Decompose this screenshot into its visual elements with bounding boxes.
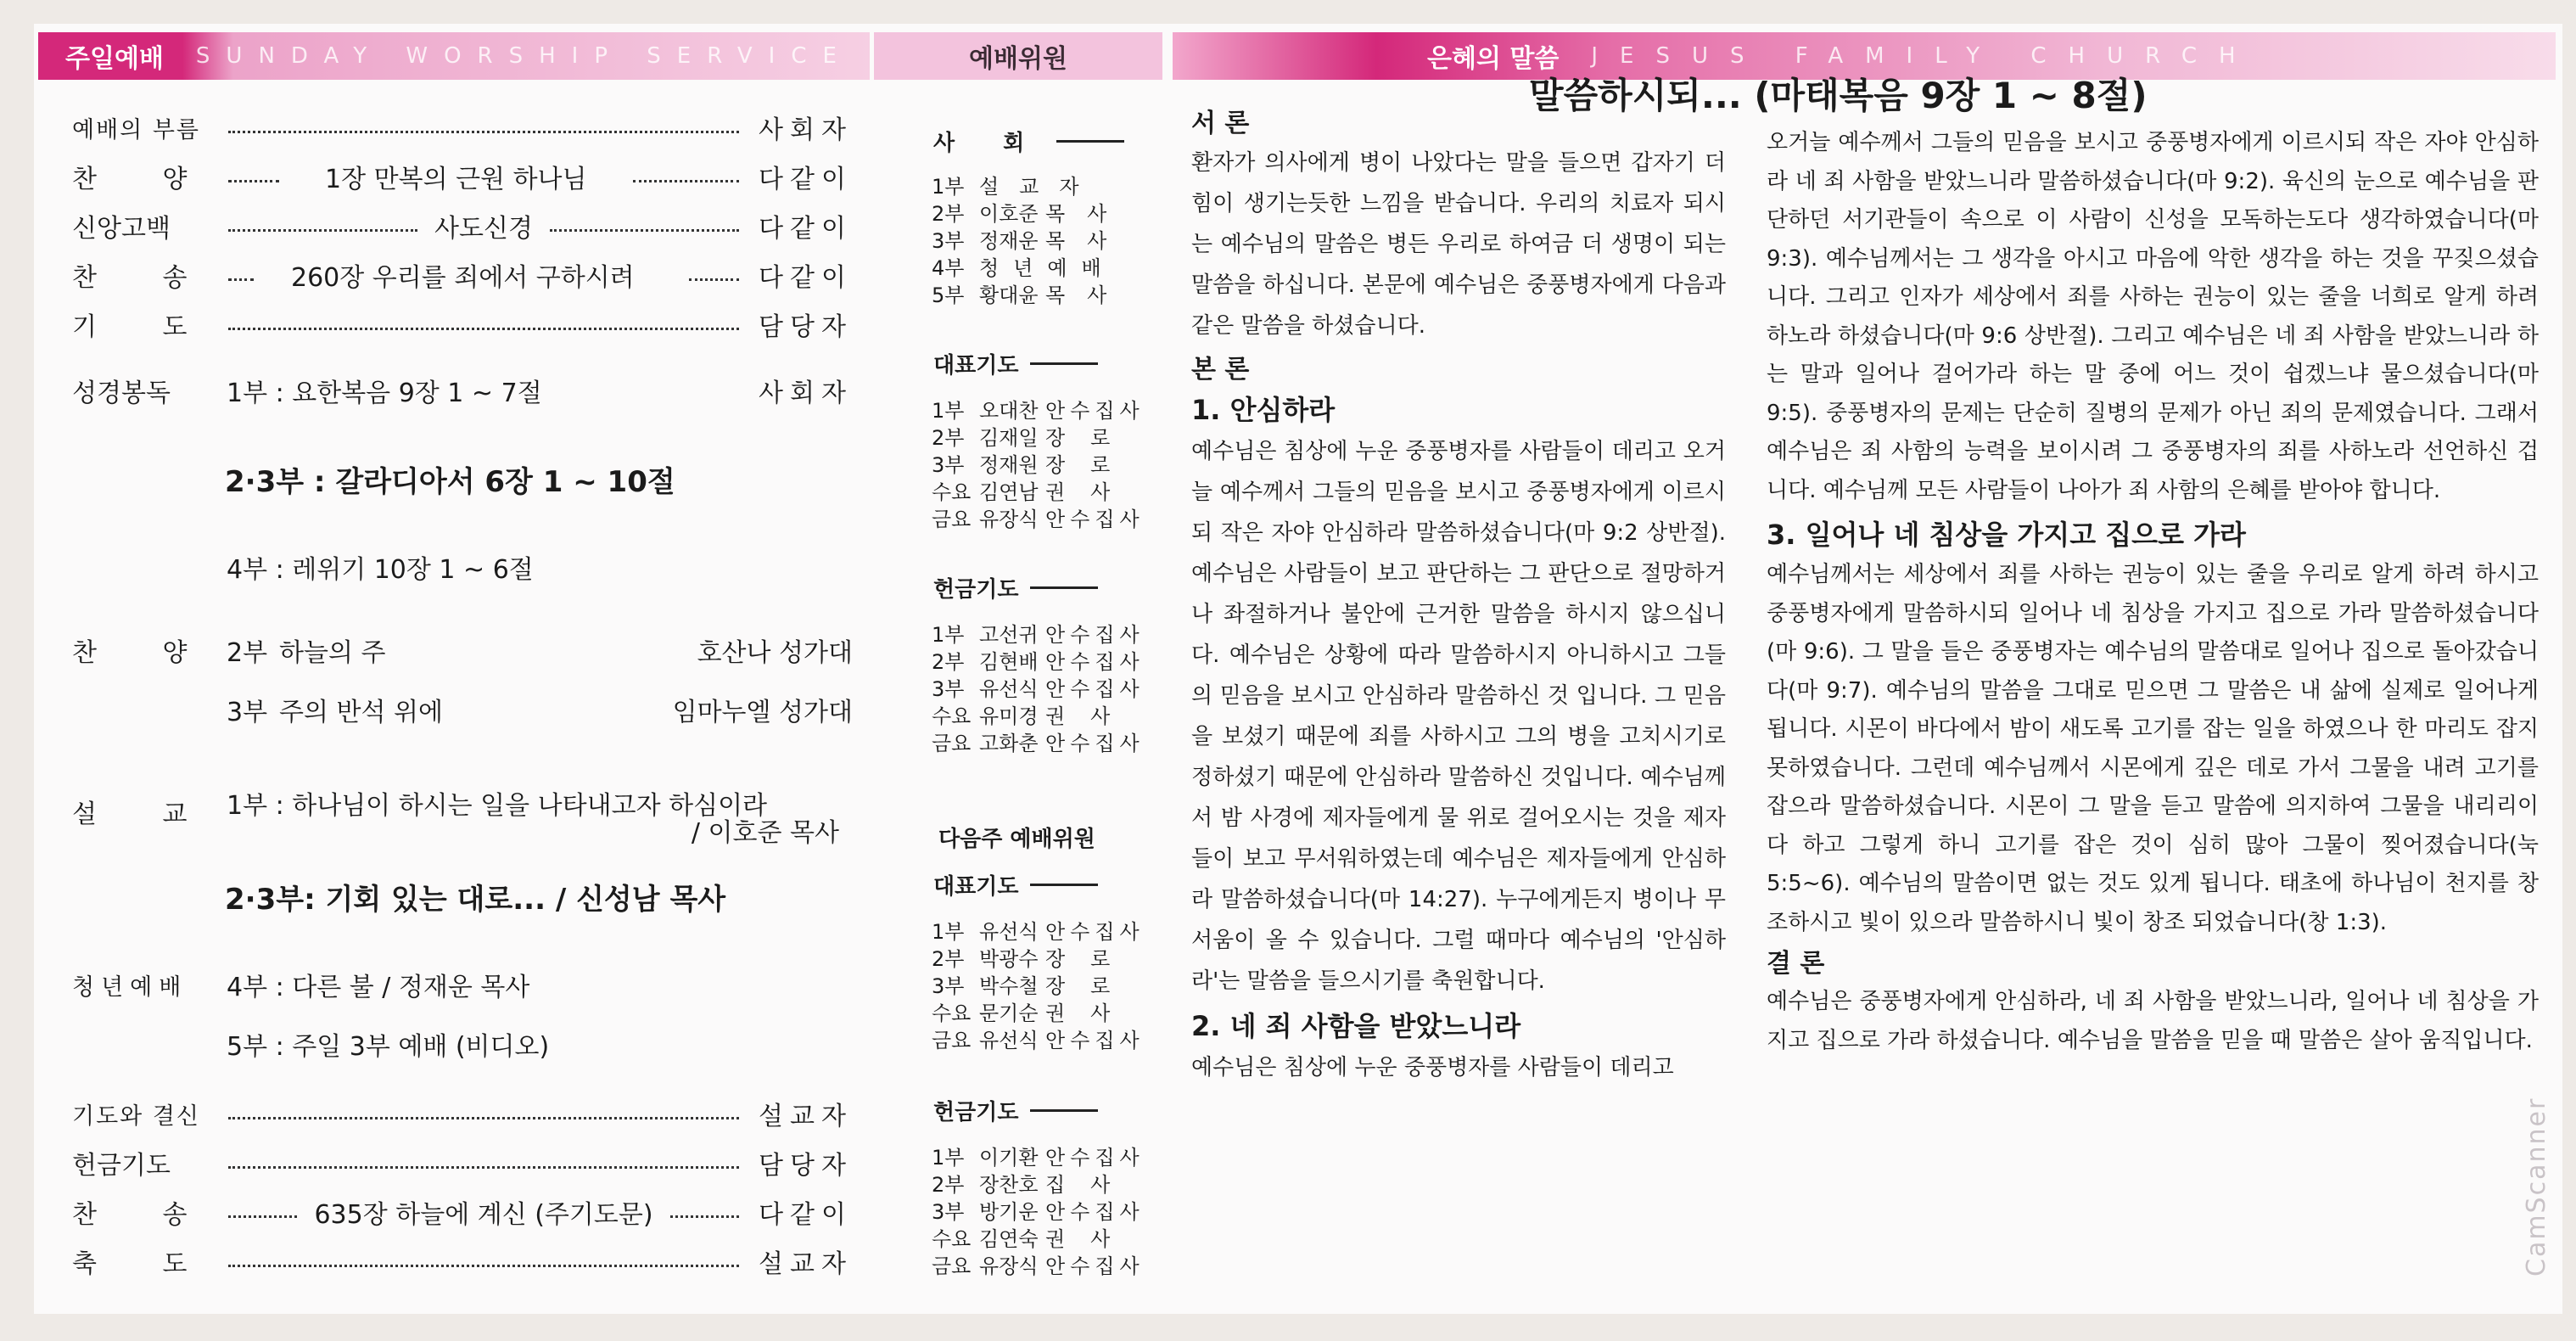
- dot-leader: [228, 180, 279, 182]
- dot-leader: [228, 1166, 739, 1169]
- sermon-column-right: [1767, 124, 2539, 1060]
- body-heading: 본 론: [1191, 355, 1250, 384]
- order-row-offering: [72, 1144, 853, 1181]
- next-offering-row: 2부 장찬호 집사: [932, 1173, 1136, 1197]
- heading-rule: [1030, 586, 1098, 589]
- sermon-section: [1173, 24, 2556, 1314]
- point1-text: 예수님은 침상에 누운 중풍병자를 사람들이 데리고 오거늘 예수께서 그들의 믿음을 보시고 중풍병자에게 이르시되 작은 자야 안심하라 말씀하셨습니다(마 9:2 상반절). 예수님은 사람들이 보고 판단하는 그 판단으로 절망하거나 좌절하거나 불안에 근거한 말씀을 하시지 않으십니다. 예수님은 상황에 따라 말씀하시지 아니하시고 그들의 믿음을 보시고 안심하라 말씀하신 것 입니다. 그 믿음을 보셨기 때문에 죄를 사하시고 그의 병을 고치시기로 정하셨기 때문에 안심하라 말씀하신 것입니다. 예수님께서 밤 사경에 제자들에게 물 위로 걸어오시는 것을 제자들이 보고 무서워하였는데 예수님은 제자들에게 안심하라 말씀하셨습니다(마 14:27). 누구에게든지 병이나 무서움이 올 수 있습니다. 그럴 때마다 예수님의 '안심하라'는 말씀을 들으시기를 축원합니다.: [1191, 439, 1726, 994]
- dot-leader: [228, 1265, 739, 1267]
- staff-offering-heading: 헌금기도: [933, 572, 1098, 603]
- scripture-part23: 2·3부 : 갈라디아서 6장 1 ~ 10절: [225, 465, 675, 499]
- next-rep-row: 수요 문기순 권사: [932, 1002, 1136, 1025]
- dot-leader: [228, 1215, 297, 1218]
- order-role: 사회자: [759, 115, 853, 145]
- dot-leader: [670, 1215, 739, 1218]
- dot-leader: [228, 131, 739, 133]
- order-role: 담당자: [759, 1151, 853, 1181]
- order-role: 다같이: [759, 165, 853, 194]
- order-role: 다같이: [759, 263, 853, 293]
- order-row-scripture: [72, 372, 853, 409]
- staff-offering-row: 수요 유미경 권사: [932, 704, 1136, 728]
- staff-host-row: 4부 청년예배: [932, 256, 1116, 280]
- intro-text: 환자가 의사에게 병이 나았다는 말을 들으면 갑자기 더 힘이 생기는듯한 느낌을 받습니다. 우리의 치료자 되시는 예수님의 말씀은 병든 우리로 하여금 더 생명이 되는 말씀을 하십니다. 본문에 예수님은 중풍병자에게 다음과 같은 말씀을 하셨습니다.: [1191, 150, 1726, 339]
- staff-host-row: 3부 정재운 목사: [932, 229, 1129, 253]
- order-label: 축 도: [72, 1249, 216, 1279]
- staff-host-row: 5부 황대윤 목사: [932, 283, 1129, 307]
- order-row-praise: [72, 631, 853, 669]
- dot-leader: [689, 278, 739, 281]
- point3-text: 예수님께서는 세상에서 죄를 사하는 권능이 있는 줄을 우리로 알게 하려 하시고 중풍병자에게 말씀하시되 일어나 네 침상을 가지고 집으로 가라 말씀하셨습니다(마 9:6). 그 말을 들은 중풍병자는 예수님의 말씀대로 일어나 집으로 돌아갔습니다(마 9:7). 예수님의 말씀을 그대로 믿으면 그 말씀은 내 삶에 실제로 일어나게 됩니다. 시몬이 바다에서 밤이 새도록 고기를 잡는 일을 하였으나 한 마리도 잡지 못하였습니다. 그런데 예수님께서 시몬에게 깊은 데로 가서 그물을 내려 고기를 잡으라 말씀하셨습니다. 시몬이 그 말을 듣고 말씀에 의지하여 그물을 내리리이다 하고 그렇게 하니 고기를 잡은 것이 심히 많아 그물이 찢어졌습니다(눅 5:5~6). 예수님의 말씀이면 없는 것도 있게 됩니다. 태초에 하나님이 천지를 창조하시고 빛이 있으라 말씀하시니 빛이 창조 되었습니다(창 1:3).: [1767, 562, 2540, 935]
- order-row-prayer2: [72, 1095, 853, 1132]
- order-label: 찬 송: [72, 263, 216, 293]
- sermon-part23: 2·3부: 기회 있는 대로... / 신성남 목사: [225, 883, 726, 917]
- staff-host-row: 2부 이호준 목사: [932, 202, 1129, 226]
- order-row-hymn2: [72, 256, 853, 294]
- next-rep-row: 1부 유선식 안수집사: [932, 920, 1145, 944]
- praise-title: 주의 반석 위에: [279, 698, 443, 727]
- praise-part: 3부: [227, 698, 268, 727]
- next-offering-row: 1부 이기환 안수집사: [932, 1146, 1145, 1170]
- order-role: 사회자: [759, 379, 853, 408]
- order-content: 1장 만복의 근원 하나님: [325, 165, 587, 194]
- heading-rule: [1030, 884, 1098, 886]
- bulletin-sheet: [34, 24, 2562, 1314]
- header-right-subtitle: JESUS FAMILY CHURCH: [1591, 43, 2258, 69]
- dot-leader: [550, 229, 739, 232]
- next-offering-row: 3부 방기운 안수집사: [932, 1200, 1145, 1224]
- sermon-title: 말씀하시되... (마태복음 9장 1 ~ 8절): [1529, 75, 2148, 116]
- staff-offering-row: 3부 유선식 안수집사: [932, 677, 1145, 701]
- order-label: 찬 양: [72, 165, 216, 194]
- staff-rep-heading: 대표기도: [933, 348, 1098, 379]
- order-row-creed: [72, 207, 853, 244]
- order-role: 담당자: [759, 312, 853, 342]
- next-rep-row: 3부 박수철 장로: [932, 974, 1136, 998]
- staff-offering-row: 금요 고화춘 안수집사: [932, 732, 1145, 755]
- staff-host-heading: 사 회: [933, 126, 1124, 157]
- staff-rep-row: 3부 정재원 장로: [932, 453, 1136, 477]
- next-rep-row: 2부 박광수 장로: [932, 947, 1136, 971]
- sermon-part1: 1부 : 하나님이 하시는 일을 나타내고자 하심이라: [227, 791, 768, 821]
- order-content: 635장 하늘에 계신 (주기도문): [314, 1200, 653, 1230]
- order-role: 다같이: [759, 214, 854, 244]
- worship-staff: [874, 24, 1162, 1314]
- intro-heading: 서 론: [1191, 109, 1250, 138]
- dot-leader: [633, 180, 739, 182]
- order-label: 찬 양: [72, 638, 216, 668]
- header-left-subtitle: SUNDAY WORSHIP SERVICE: [195, 43, 853, 69]
- youth-part5: 5부 : 주일 3부 예배 (비디오): [227, 1032, 550, 1062]
- praise-choir: 호산나 성가대: [697, 638, 853, 668]
- staff-host-row: 1부 설교자: [932, 175, 1100, 199]
- praise-part: 2부: [227, 638, 268, 668]
- staff-offering-row: 2부 김현배 안수집사: [932, 650, 1145, 674]
- order-label: 기 도: [72, 312, 216, 342]
- sermon-part1-preacher-row: [72, 811, 853, 849]
- order-role: 다같이: [759, 1200, 854, 1230]
- order-row-benediction: [72, 1243, 853, 1280]
- next-offering-row: 수요 김연숙 권사: [932, 1227, 1136, 1251]
- staff-rep-row: 2부 김재일 장로: [932, 426, 1136, 450]
- scanner-watermark: CamScanner: [2522, 1097, 2551, 1276]
- staff-rep-row: 금요 유장식 안수집사: [932, 508, 1145, 531]
- next-rep-row: 금요 유선식 안수집사: [932, 1029, 1145, 1052]
- sermon-part1-preacher: / 이호준 목사: [691, 818, 839, 848]
- order-row-hymn3: [72, 1193, 853, 1231]
- order-role: 설교자: [759, 1249, 853, 1279]
- header-mid-title: 예배위원: [969, 44, 1067, 74]
- scripture-part4: 4부 : 레위기 10장 1 ~ 6절: [227, 555, 534, 585]
- order-content: 1부 : 요한복음 9장 1 ~ 7절: [227, 379, 542, 408]
- youth-part4: 4부 : 다른 불 / 정재운 목사: [227, 973, 530, 1002]
- order-label: 성경봉독: [72, 379, 171, 408]
- order-row-youth: [72, 966, 853, 1003]
- order-label: 설 교: [72, 800, 216, 829]
- order-label: 신앙고백: [72, 214, 171, 244]
- dot-leader: [228, 278, 254, 281]
- heading-rule: [1030, 1109, 1098, 1112]
- order-row-call: [72, 109, 853, 146]
- dot-leader: [228, 328, 739, 330]
- heading-rule: [1030, 362, 1098, 365]
- order-label: 청년예배: [72, 973, 188, 1001]
- staff-rep-row: 수요 김연남 권사: [932, 480, 1136, 504]
- staff-rep-row: 1부 오대찬 안수집사: [932, 399, 1145, 423]
- staff-offering-row: 1부 고선귀 안수집사: [932, 623, 1145, 647]
- header-left-title: 주일예배: [65, 44, 164, 74]
- order-content: 사도신경: [434, 214, 533, 244]
- point2-text-cont: 오거늘 예수께서 그들의 믿음을 보시고 중풍병자에게 이르시되 작은 자야 안심하라 네 죄 사함을 받았느니라 말씀하셨습니다(마 9:2). 육신의 눈으로 예수님을 판단하던 서기관들이 속으로 이 사람이 신성을 모독하는도다 생각하였습니다(마 9:3). 예수님께서는 그 생각을 아시고 마음에 악한 생각을 하는 것을 꾸짖으셨습니다. 그리고 인자가 세상에서 죄를 사하는 권능이 있는 줄을 너희로 알게 하려 하노라 하셨습니다(마 9:6 상반절). 그리고 예수님은 네 죄 사함을 받았느니라 하는 말과 일어나 걸어가라 하는 말 중에 어느 것이 쉽겠느냐 물으셨습니다(마 9:5). 중풍병자의 문제는 단순히 질병의 문제가 아닌 죄의 문제였습니다. 그래서 예수님은 죄 사함의 능력을 보이시려 그 중풍병자의 죄를 사하노라 선언하신 겁니다. 예수님께 모든 사람들이 나아가 죄 사함의 은혜를 받아야 합니다.: [1767, 130, 2540, 503]
- order-row-praise-2: [72, 691, 853, 728]
- order-label: 예배의 부름: [72, 116, 200, 143]
- point3-heading: 3. 일어나 네 침상을 가지고 집으로 가라: [1767, 519, 2246, 551]
- dot-leader: [228, 1117, 739, 1119]
- order-label: 헌금기도: [72, 1151, 171, 1181]
- order-label: 기도와 결신: [72, 1103, 200, 1130]
- order-role: 설교자: [759, 1102, 853, 1131]
- next-rep-heading: 대표기도: [933, 869, 1098, 901]
- point2-heading: 2. 네 죄 사함을 받았느니라: [1191, 1010, 1521, 1042]
- next-offering-row: 금요 유장식 안수집사: [932, 1254, 1145, 1278]
- order-label: 찬 송: [72, 1200, 216, 1230]
- header-right-title: 은혜의 말씀: [1427, 44, 1560, 74]
- order-row-prayer: [72, 306, 853, 343]
- point1-heading: 1. 안심하라: [1191, 394, 1336, 426]
- conclusion-text: 예수님은 중풍병자에게 안심하라, 네 죄 사함을 받았느니라, 일어나 네 침상을 가지고 집으로 가라 하셨습니다. 예수님을 말씀을 믿을 때 말씀은 살아 움직입니다.: [1767, 989, 2539, 1053]
- praise-choir: 임마누엘 성가대: [672, 698, 853, 727]
- praise-title: 하늘의 주: [279, 638, 386, 668]
- sermon-column-left: [1191, 105, 1726, 1088]
- point2-text-start: 예수님은 침상에 누운 중풍병자를 사람들이 데리고: [1191, 1055, 1674, 1080]
- order-content: 260장 우리를 죄에서 구하시려: [291, 263, 635, 293]
- order-row-hymn1: [72, 158, 853, 195]
- next-week-staff-heading: 다음주 예배위원: [938, 827, 1095, 852]
- order-of-service: [38, 24, 870, 1314]
- heading-rule: [1056, 140, 1124, 143]
- dot-leader: [228, 229, 417, 232]
- conclusion-heading: 결 론: [1767, 949, 1825, 979]
- next-offering-heading: 헌금기도: [933, 1095, 1098, 1126]
